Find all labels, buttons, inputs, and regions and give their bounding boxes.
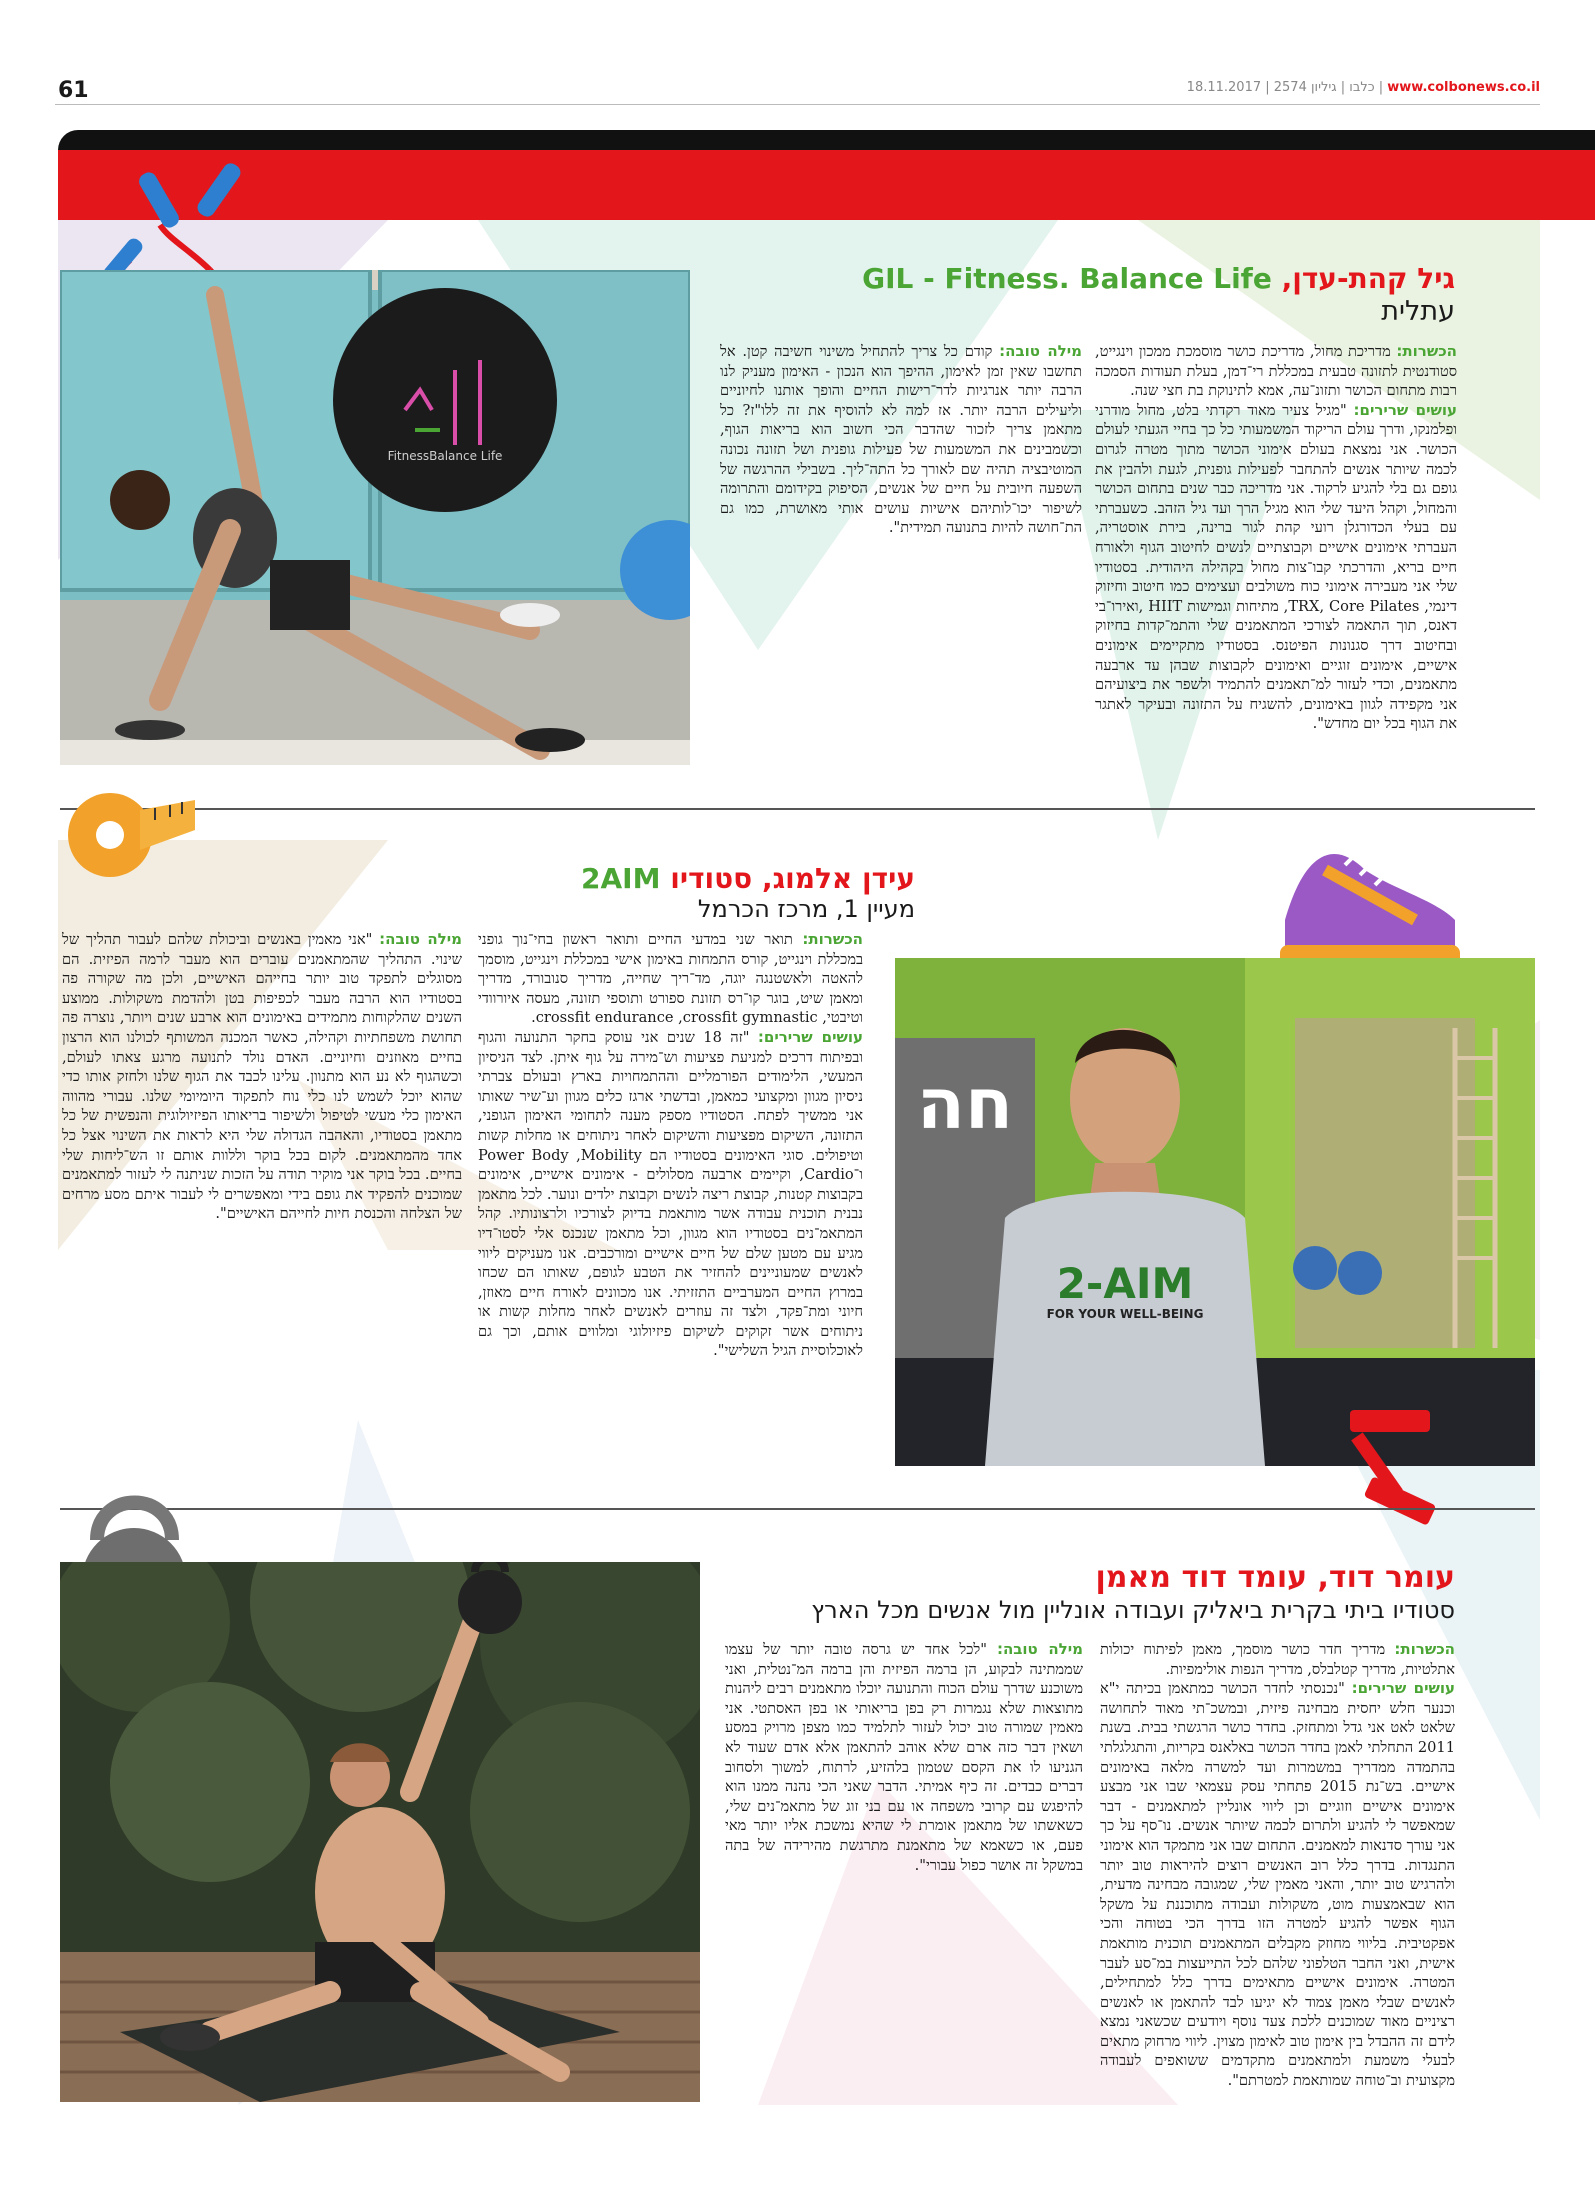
svg-text:חה: חה	[916, 1063, 1014, 1145]
text-omer-2: "לכל אחד יש גרסה טובה יותר של עצמו שממתינה לבקוע, הן ברמה הפיזית והן ברמה המ־נטלית, ואני משוכנע שדרך עולם הכוח והתנועה יוכלו מתאמנים רבים ליהנות מתוצאות שלא נגמרות רק בפן בריאותי או בפן האסתטי. אני מאמין שמורה טוב יכול לעזור לתלמיד כמו מצפן מרויק במסע ושאין דבר כזה ארם שלא אוהב להתאמן אלא אדם שעוד לא הגניעו לו את הקסם שטמון בלהזיע, לרתוח, למשוך ולסחוב דברים כבדים. זה כיף אמיתי. הדבר שאני הכי נהנה ממנו הוא להיפגש עם קרובי משפחה או עם בני זוג של מתאמ־נים שלי, כשאשתו של מתאמן אומרת לי שהיא נמשכת אליו יותר מאי פעם, או כשאמא של מתאמנת מתרגשת מהירידה של בתה במשקל זה אושר כפול עבורי".	[725, 1641, 1083, 1874]
column-gil-right	[1095, 342, 1457, 762]
label-omer-2: מילה טובה:	[996, 1640, 1083, 1658]
column-omer-right	[1100, 1640, 1455, 2100]
label-omer-0: הכשרות:	[1394, 1640, 1455, 1658]
masthead-site[interactable]: www.colbonews.co.il	[1387, 80, 1540, 95]
header-rule	[55, 104, 1540, 105]
photo-shirt-text: FOR YOUR WELL-BEING	[1046, 1307, 1204, 1321]
heading-gil	[862, 262, 1455, 295]
svg-text:2-AIM: 2-AIM	[1056, 1259, 1194, 1308]
label-gil-0: הכשרות:	[1396, 342, 1457, 360]
location-idan: מעיין 1, מרכז הכרמל	[697, 895, 915, 923]
label-omer-1: עושים שרירים:	[1351, 1679, 1455, 1698]
heading-gil-name: גיל קהת-עדן,	[1281, 262, 1455, 295]
column-gil-left	[720, 342, 1082, 762]
label-idan-2: מילה טובה:	[379, 930, 462, 948]
masthead-issue: גיליון 2574	[1273, 80, 1337, 95]
text-gil-1: "מגיל צעיר מאוד רקדתי בלט, מחול מודרני ופלמנקו, ודרך עולם הריקוד המשמעותי כל כך בחיי הגעתי לעולם הכושר. אני נמצאת בעולם אימוני הכושר מתוך מטרה לגרום לכמה שיותר אנשים להתחבר לפעילות גופנית, לגעת ולהבין את גופם גם בלי להגיע לרקוד. אני מדריכה כבר שנים בתחום הכושר והמחול, וקהל היעד שלי הוא מגיל הרך ועד גיל הזהב. כשעברתי עם בעלי הכדורגלן רועי קהת לגור ברינה, בירת אוסטריה, העברתי אימונים אישיים וקבוצתיים לנשים לחיטוב הגוף ולאורח חיים בריא, והדרכתי קבו־צות מחול בקהילה היהודית. בסטודיו שלי אני מעבירה אימוני כוח משולבים ועצימים כמו חיטוב וחיזוק דינמי, TRX, Core Pilates, מתיחות וגמישות HIIT ,ואירו־בי דאנס, תוך התאמה לצורכי המתאמנים שלי והתמ־קדות בחיזוק ובחיטוב דרך סגנונות הפיטנס. בסטודיו מתקיימים אימונים אישיים, אימונים זוגיים ואימונים לקבוצות שבהן עד ארבעה מתאמנים, וכדי לעזור למ־תאמנים להתמיד ולשפר את ביצועיהם אני מקפידה לגוון באימונים, להשגיח על התזונה ובעיקר לאתגר את הגוף בכל יום מחדש".	[1095, 401, 1457, 733]
column-omer-left	[725, 1640, 1083, 2100]
heading-idan-brand: 2AIM	[581, 862, 661, 895]
measuring-tape-icon	[60, 780, 200, 890]
dumbbell-icon	[1340, 1395, 1460, 1525]
photo-idan	[895, 958, 1535, 1466]
masthead-date: 18.11.2017	[1186, 80, 1262, 95]
location-omer: סטודיו ביתי בקרית ביאליק ועבודה אונליין מול אנשים מכל הארץ	[811, 1596, 1455, 1624]
text-idan-2: "אני מאמין באנשים וביכולת שלהם לעבור תהליך של שינוי. התהליך שהמתאמנים עוברים הוא מעבר לרמה הפיזית. הם מסוגלים לתפקד טוב יותר בחייהם האישיים, ולכן מה שקורה פה בסטודיו הוא הרבה מעבר לכפיפות בטן ולהדמת משקולות. ממוצע השנים שהלקוחות מתמידים באימונים הוא ארבע שנים ויותר, נוצרה פה תחושת משפחתיות וקהילה, כאשר המכנה המשותף לכולנו הוא הרצון בחיים מאוזנים וחיוניים. האדם נולד לתנועה מרגע צאתו לעולם, וכשהגוף לא נע הוא מתנוון. עלינו לכבד את הגוף שלנו ולחזק אותו כדי שהוא יוכל לשמש לנו כלי נוח לתפקוד היומיומי שלנו. עבורי מהווה האימון כלי מעשי לטיפול ולשיפור בריאותו הפיזיולוגית והנפשית של כל מתאמן בסטודיו, והאהבה הגדולה שלי היא לראות את השינוי אצל כל אחד מהמתאמנים. לקום בכל בוקר וללוות אותם זו הש־ליחות שלי בחיים. בכל בוקר אני מוקיר תודה על הזכות שניתנה לי לעזור למתאמנים שמוכנים להפקיד את גופם בידי ומאפשרים לי לעבור איתם מסע מרחים של הצלחה והכנסת חיות לחייהם האישיים".	[62, 931, 462, 1223]
column-idan-left	[62, 930, 462, 1475]
text-idan-1: "זה 18 שנים אני עוסק בחקר התנועה והגוף ובפיתוח דרכים למניעת פציעות וש־מירה על גוף איתן. לצד הניסיון המעשי, הלימודים הפורמליים וההתמחויות בארץ ובעולם צברתי ניסיון מגוון ומקצועי כמאמן, ובדשתי ארגז כלים מגוון וע־שיר שאותו אני ממשיך לפתח. הסטודיו מספק מענה לתחומי האימון הגופני, התזונה, השיקום מפציעות והשיקום לאחר ניתוחים או מחלות קשות וטיפולים. סוגי האימונים בסטודיו הם Power Body ,Mobility ו־Cardio, וקיימים ארבעה מסלולים - אימונים אישיים, אימונים בקבוצות קטנות, קבוצת ריצה לנשים וקבוצת ילדים ונוער. לכל מתאמן נבנית תוכנית עבודה אשר מותאמת בדיוק לצורכיו ולרצונותיו. קהל המתאמ־נים בסטודיו הוא מגוון, וכל מתאמן שנכנס אלי לסטו־דיו מגיע עם מטען שלם של חיים אישיים ומורכבים. אנו מעניקים ליווי לאנשים שמעוניינים להחזיר את הטבע לגופם, שאותו הם שכחו במרוץ החיים המערביים התזזיתי. אנו מכוונים לאורח חיים מאוזן, חיוני ומת־פקד, ולצד זה עוזרים לאנשים לאחר מחלות קשות או ניתוחים אשר זקוקים לשיקום פיזיולוגי ומלווים אותם, וכך גם לאוכלוסיית הגיל השלישי".	[478, 1028, 863, 1360]
column-idan-right	[478, 930, 863, 1475]
photo-caption-gil: FitnessBalance Life	[387, 449, 503, 463]
label-idan-0: הכשרות:	[802, 930, 863, 948]
text-gil-2: קודם כל צריך להתחיל משינוי חשיבה קטן. אל תחשבו שאין זמן לאימון, ההיפך הוא הנכון - האימון מעניק לנו הרבה יותר אנרגיות לדר־רישות החיים והופך אותנו לחיוניים וליעילים הרבה יותר. אז למה לא להוסיף את זה ללו"ז? כל מתאמן צריך לזכור שהדבר הכי חשוב הוא בריאות הגוף, וכשמבינים את המשמעות של פעילות גופנית ושל תזונה נכונה המוטיבציה תהיה שם לאורך כל התה־ליך. בשבילי ההרגשה של השפעה חיובית על חיים של אנשים, הסיפוק בקידומם והתרומה לשיפור יכו־לותיהם אישיות עושים אותי מאושרת, כמו גם הת־חושה להיות בתנועה תמידית".	[720, 343, 1082, 537]
text-omer-0: מדריך חדר כושר מוסמך, מאמן לפיתוח יכולות אתלטיות, מדריך קטלבלס, מדריך הנפות אולימפיות.	[1100, 1641, 1455, 1678]
label-gil-2: מילה טובה:	[999, 342, 1082, 360]
heading-idan	[581, 862, 915, 895]
text-omer-1: "נכנסתי לחדר הכושר כמתאמן בכיתה י"א וכנער חלש יחסית מבחינה פיזית, ובמשכ־תי מאוד לתחושה שלאט לאט אני גדל ומתחזק. בחדר כושר הרגשתי בבית. בשנת 2011 התחלתי לאמן בחדר הכושר באלאנס בקריות, והתגלגלתי בהתמדה ממדריך במשמרות ועד למשרה מלאה באימונים אישיים. בש־נת 2015 פתחתי עסק עצמאי שבו אני מבצע אימונים אישיים וזוגיים וכן ליווי אונליין למתאמנים - דבר שמאפשר לי להגיע ולתרום לכמה שיותר אנשים. נו־סף על כך אני עורך סדנאות למאמנים. התחום שבו אני מתמקד הוא אימוני התנגדות. בדרך כלל רוב האנשים רוצים להיראות טוב יותר ולהרגיש טוב יותר, והאני מאמין שלי, שמגובה מבחינה מדעית, הוא שבאמצעות מוט, משקולות ועבודה מתוכננת על משקל הגוף אפשר להגיע למטרה הזו בדרך הכי בטוחה והכי אפקטיבית. בליווי מחוזק מקבלים המתאמנים תוכנית מותאמת אישית, ואני החבר הטלפוני שלהם לכל התייעצות במ־סע לעבר המטרה. אימונים אישיים מתאימים בדרך כלל למתחילים, לאנשים שבלי מאמן צמוד לא יגיעו לבד להתאמן או לאנשים רציניים מאוד שמוכנים ללכת צעד נוסף ויודעים שכשאני נמצא לידם זה ההבדל בין אימון טוב לאימון מצוין. ליווי מרחוק מתאים לבעלי משמעת ולמתאמנים מתקדמים ששואפים לעבודה מקצועית וב־טוחה שמותאמת למטרתם".	[1100, 1680, 1455, 2090]
page-number: 61	[58, 78, 89, 103]
heading-gil-brand: GIL - Fitness. Balance Life	[862, 262, 1272, 295]
black-bar	[58, 130, 1595, 150]
section-divider-2	[60, 1508, 1535, 1510]
red-bar	[58, 150, 1595, 220]
photo-omer	[60, 1562, 700, 2102]
photo-gil	[60, 270, 690, 765]
heading-omer: עומר דוד, עומד דוד מאמן	[1095, 1560, 1455, 1595]
location-gil: עתלית	[1381, 296, 1455, 327]
label-idan-1: עושים שרירים:	[757, 1027, 863, 1046]
text-gil-0: מדריכת מחול, מדריכת כושר מוסמכת ממכון וינגייט, סטודנטית לתזונה טבעית במכללת רי־דמן, בעלת תעודות הסמכה רבות מתחום הכושר ותזונ־עה, אמא לתינוקת בת חצי שנה.	[1095, 343, 1457, 400]
masthead-publication: כלבו	[1349, 80, 1375, 95]
label-gil-1: עושים שרירים:	[1353, 400, 1457, 419]
text-idan-0: תואר שני במדעי החיים ותואר ראשון בחי־נוך גופני במכללת וינגייט, קורס התמחות באימון אישי במכללת וינגייט, מוסמך להאטה ולאשטנגה יוגה, מד־ריך שחייה, מדריך סנובורד, מדריך ומאמן שיט, בוגר קו־רס תזונת ספורט ותוספי תזונה, מעסה איורוודי וטיבטי, crossfit endurance ,crossfit gymnastic.	[478, 931, 863, 1027]
masthead: www.colbonews.co.il | כלבו | גיליון 2574 | 18.11.2017	[1186, 80, 1540, 95]
heading-idan-name: עידן אלמוג, סטודיו	[670, 862, 915, 895]
